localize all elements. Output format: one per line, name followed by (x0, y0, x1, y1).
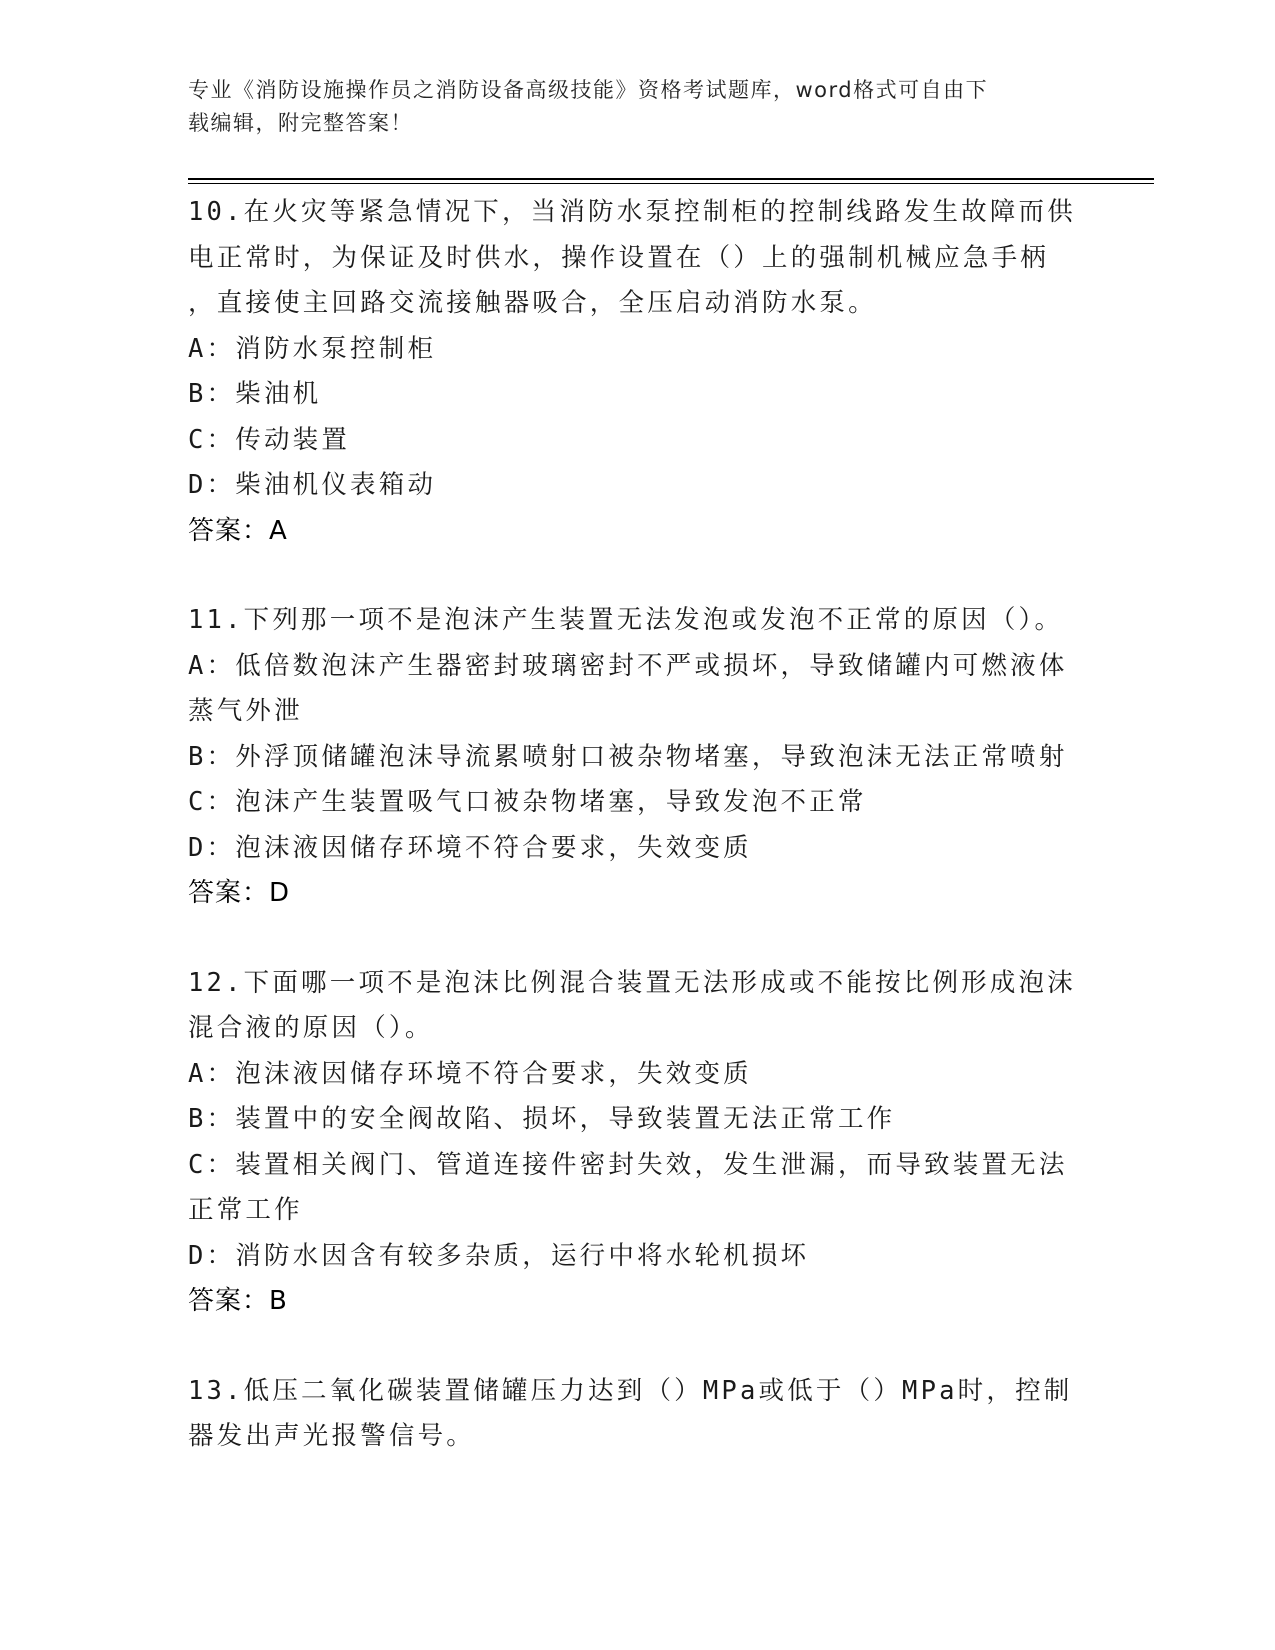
question-12 (188, 961, 1088, 1325)
option-b: B：装置中的安全阀故陷、损坏，导致装置无法正常工作 (188, 1104, 896, 1134)
question-stem-line: 电正常时，为保证及时供水，操作设置在（）上的强制机械应急手柄 (188, 242, 1050, 273)
question-stem-line: 13.低压二氧化碳装置储罐压力达到（）MPa或低于（）MPa时，控制 (188, 1375, 1073, 1406)
option-b: B：外浮顶储罐泡沫导流累喷射口被杂物堵塞，导致泡沫无法正常喷射 (188, 741, 1068, 772)
question-list (188, 190, 1088, 1504)
option-d: D：柴油机仪表箱动 (188, 470, 437, 500)
option-a: A：消防水泵控制柜 (188, 333, 437, 364)
question-stem-line: 12.下面哪一项不是泡沫比例混合装置无法形成或不能按比例形成泡沫 (188, 967, 1076, 998)
option-a: A：低倍数泡沫产生器密封玻璃密封不严或损坏，导致储罐内可燃液体 (188, 650, 1068, 681)
header-divider-thin (188, 183, 1154, 184)
question-stem-line: 10.在火灾等紧急情况下，当消防水泵控制柜的控制线路发生故障而供 (188, 197, 1076, 227)
answer-label: 答案：B (188, 1286, 288, 1316)
question-stem-line: 器发出声光报警信号。 (188, 1421, 476, 1451)
answer-label: 答案：D (188, 878, 291, 908)
option-d: D：泡沫液因储存环境不符合要求，失效变质 (188, 832, 752, 863)
option-c: C：传动装置 (188, 424, 351, 455)
question-13 (188, 1369, 1088, 1460)
option-d: D：消防水因含有较多杂质，运行中将水轮机损坏 (188, 1240, 810, 1271)
option-b: B：柴油机 (188, 379, 322, 409)
option-a: A：泡沫液因储存环境不符合要求，失效变质 (188, 1058, 752, 1089)
header-line-1: 专业《消防设施操作员之消防设备高级技能》资格考试题库，word格式可自由下 (188, 78, 989, 102)
question-11 (188, 598, 1088, 917)
header-divider-thick (188, 178, 1154, 180)
question-10 (188, 190, 1088, 554)
question-stem-line: ，直接使主回路交流接触器吸合，全压启动消防水泵。 (188, 288, 877, 318)
option-a-continued: 蒸气外泄 (188, 696, 303, 726)
header-line-2: 载编辑，附完整答案！ (188, 111, 413, 135)
question-stem-line: 11.下列那一项不是泡沫产生装置无法发泡或发泡不正常的原因（）。 (188, 605, 1064, 635)
option-c: C：泡沫产生装置吸气口被杂物堵塞，导致发泡不正常 (188, 787, 867, 817)
option-c-continued: 正常工作 (188, 1195, 303, 1225)
document-header (188, 74, 1068, 140)
option-c: C：装置相关阀门、管道连接件密封失效，发生泄漏，而导致装置无法 (188, 1149, 1068, 1180)
question-stem-line: 混合液的原因（）。 (188, 1013, 434, 1043)
answer-label: 答案：A (188, 515, 288, 546)
